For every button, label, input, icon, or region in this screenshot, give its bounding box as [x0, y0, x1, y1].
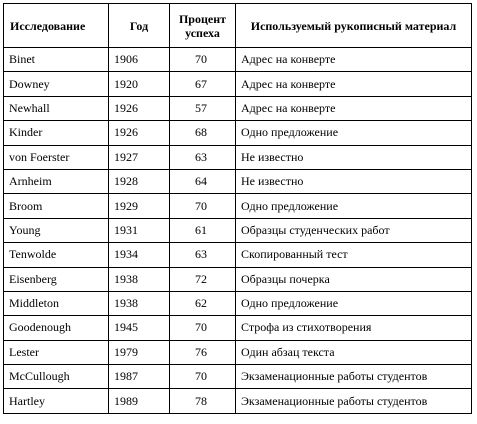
header-percent: [170, 4, 236, 48]
cell-year: 1926: [109, 96, 170, 120]
cell-percent: 57: [170, 96, 236, 120]
cell-study: McCullough: [4, 365, 109, 389]
header-percent-line1: Процент: [178, 11, 227, 26]
cell-material: Одно предложение: [236, 194, 472, 218]
cell-percent: 61: [170, 218, 236, 242]
cell-percent: 63: [170, 145, 236, 169]
cell-material: Адрес на конверте: [236, 96, 472, 120]
table-row: [4, 96, 472, 120]
table-body: [4, 48, 472, 414]
cell-material: Не известно: [236, 145, 472, 169]
table-row: [4, 218, 472, 242]
table-row: [4, 194, 472, 218]
table-row: [4, 340, 472, 364]
cell-material: Экзаменационные работы студентов: [236, 365, 472, 389]
table-row: [4, 243, 472, 267]
cell-percent: 64: [170, 169, 236, 193]
cell-year: 1929: [109, 194, 170, 218]
table-row: [4, 267, 472, 291]
cell-study: Middleton: [4, 291, 109, 315]
cell-year: 1934: [109, 243, 170, 267]
cell-percent: 70: [170, 48, 236, 72]
cell-study: Binet: [4, 48, 109, 72]
cell-study: Hartley: [4, 389, 109, 413]
table-row: [4, 365, 472, 389]
table-header: [4, 4, 472, 48]
table-row: [4, 291, 472, 315]
cell-study: Arnheim: [4, 169, 109, 193]
cell-year: 1928: [109, 169, 170, 193]
cell-study: Eisenberg: [4, 267, 109, 291]
cell-material: Одно предложение: [236, 121, 472, 145]
cell-year: 1920: [109, 72, 170, 96]
table-row: [4, 169, 472, 193]
cell-study: Tenwolde: [4, 243, 109, 267]
cell-material: Экзаменационные работы студентов: [236, 389, 472, 413]
cell-percent: 72: [170, 267, 236, 291]
cell-study: Kinder: [4, 121, 109, 145]
cell-year: 1938: [109, 267, 170, 291]
cell-percent: 63: [170, 243, 236, 267]
cell-year: 1927: [109, 145, 170, 169]
cell-study: Downey: [4, 72, 109, 96]
cell-material: Адрес на конверте: [236, 48, 472, 72]
header-material: Используемый рукописный материал: [236, 4, 472, 48]
cell-year: 1979: [109, 340, 170, 364]
cell-year: 1906: [109, 48, 170, 72]
table-row: [4, 121, 472, 145]
cell-percent: 62: [170, 291, 236, 315]
cell-study: Goodenough: [4, 316, 109, 340]
cell-percent: 70: [170, 316, 236, 340]
table-row: [4, 389, 472, 413]
table-container: [3, 3, 472, 414]
cell-percent: 78: [170, 389, 236, 413]
table-row: [4, 145, 472, 169]
cell-material: Образцы почерка: [236, 267, 472, 291]
table-row: [4, 316, 472, 340]
cell-material: Не известно: [236, 169, 472, 193]
header-row: [4, 4, 472, 48]
cell-study: Lester: [4, 340, 109, 364]
header-study: Исследование: [4, 4, 109, 48]
cell-percent: 70: [170, 194, 236, 218]
cell-material: Адрес на конверте: [236, 72, 472, 96]
cell-material: Образцы студенческих работ: [236, 218, 472, 242]
cell-material: Один абзац текста: [236, 340, 472, 364]
handwriting-studies-table: [3, 3, 472, 414]
cell-percent: 76: [170, 340, 236, 364]
cell-study: Young: [4, 218, 109, 242]
cell-percent: 70: [170, 365, 236, 389]
table-row: [4, 48, 472, 72]
cell-year: 1931: [109, 218, 170, 242]
cell-year: 1987: [109, 365, 170, 389]
table-row: [4, 72, 472, 96]
cell-percent: 68: [170, 121, 236, 145]
cell-material: Одно предложение: [236, 291, 472, 315]
header-year: Год: [109, 4, 170, 48]
cell-study: Newhall: [4, 96, 109, 120]
cell-year: 1989: [109, 389, 170, 413]
cell-material: Строфа из стихотворения: [236, 316, 472, 340]
cell-study: Broom: [4, 194, 109, 218]
cell-year: 1938: [109, 291, 170, 315]
cell-year: 1945: [109, 316, 170, 340]
cell-percent: 67: [170, 72, 236, 96]
header-percent-line2: успеха: [185, 25, 220, 40]
cell-material: Скопированный тест: [236, 243, 472, 267]
cell-year: 1926: [109, 121, 170, 145]
cell-study: von Foerster: [4, 145, 109, 169]
